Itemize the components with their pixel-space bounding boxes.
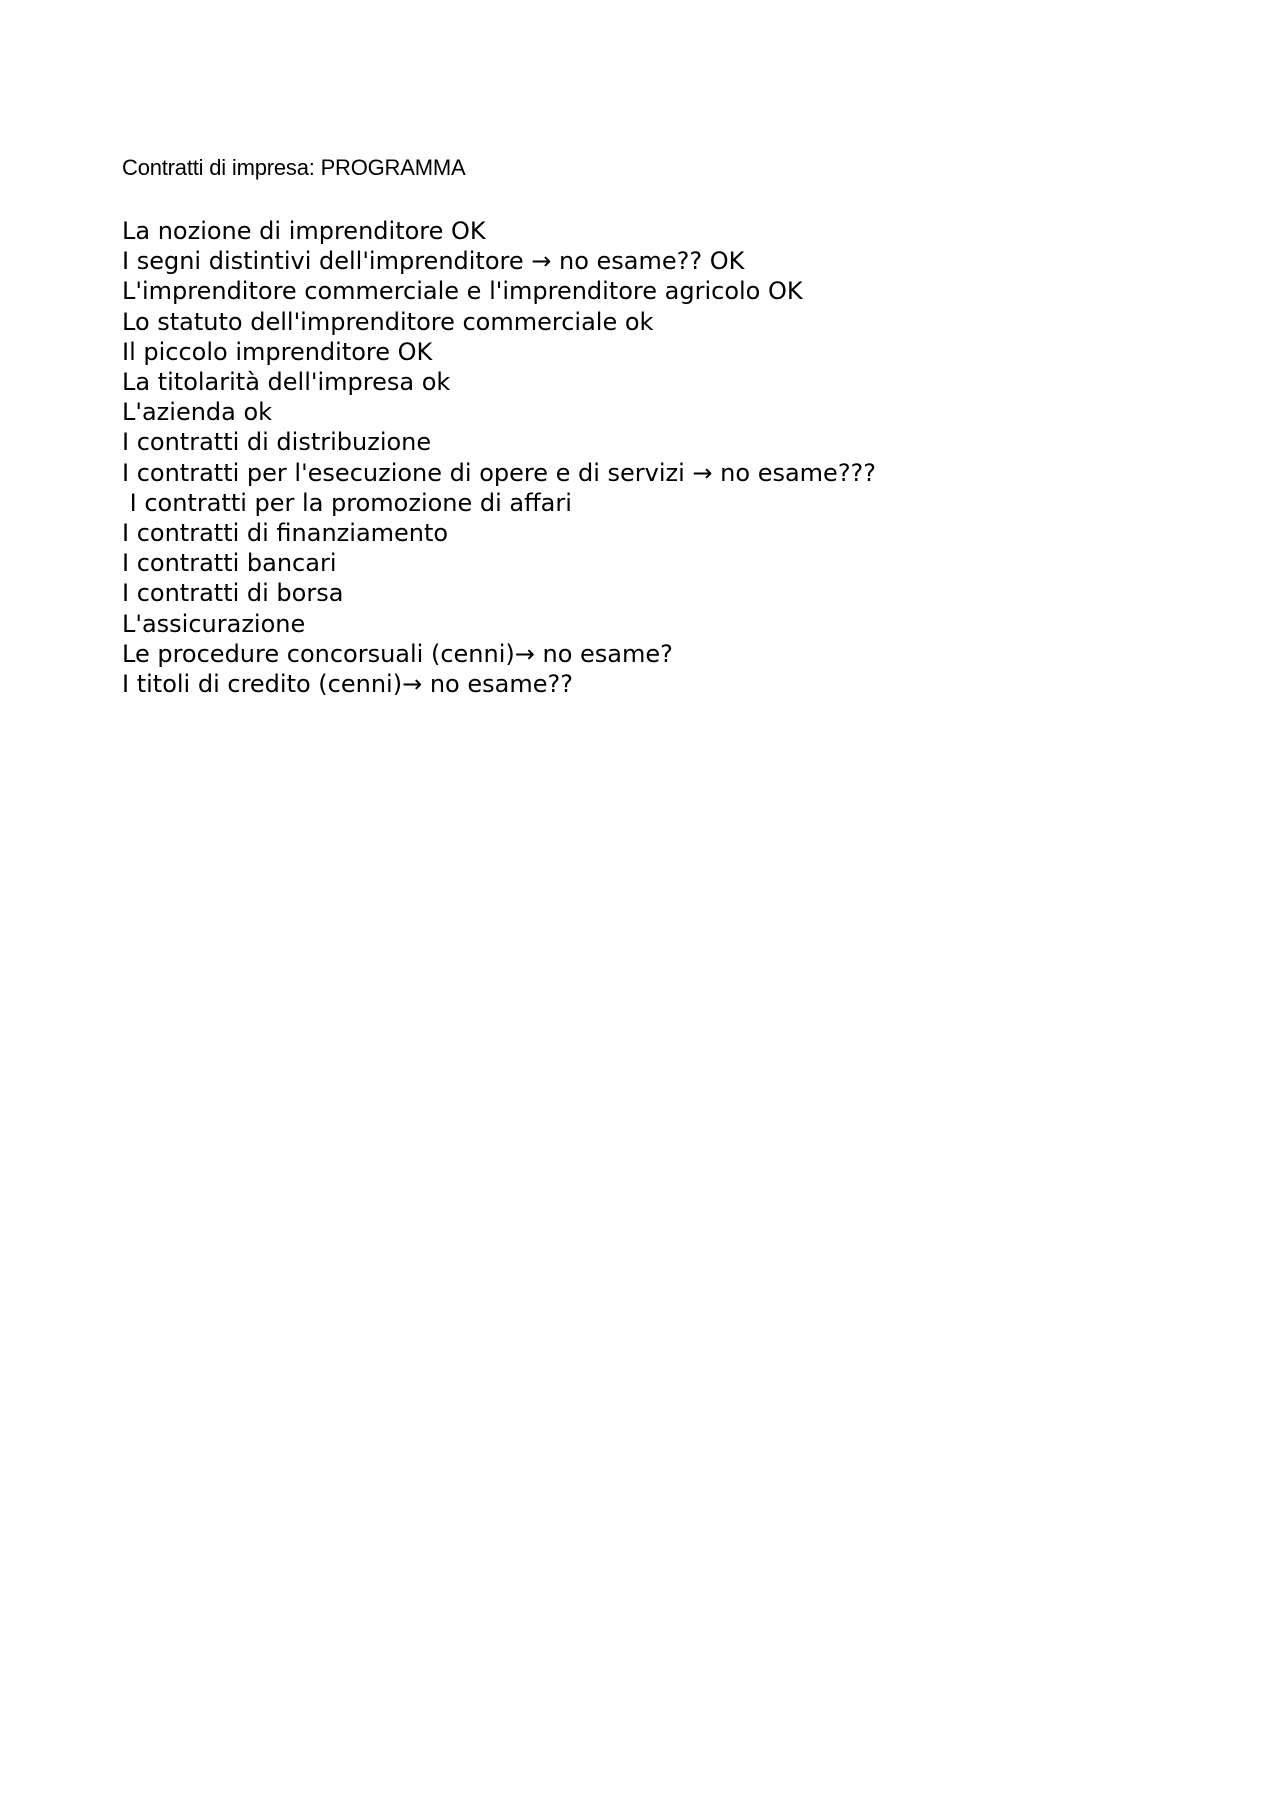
list-item: I contratti di distribuzione (122, 428, 432, 457)
list-item: L'imprenditore commerciale e l'imprenditore agricolo OK (122, 277, 803, 306)
document-title: Contratti di impresa: PROGRAMMA (122, 155, 466, 180)
list-item: I contratti per la promozione di affari (122, 488, 572, 517)
list-item: La nozione di imprenditore OK (122, 217, 486, 245)
list-item: L'azienda ok (122, 398, 273, 427)
list-item: Lo statuto dell'imprenditore commerciale ok (122, 307, 654, 336)
list-item: I segni distintivi dell'imprenditore → no esame?? OK (122, 247, 745, 276)
list-item: La titolarità dell'impresa ok (122, 368, 451, 397)
list-item: Le procedure concorsuali (cenni)→ no esame? (122, 639, 673, 668)
list-item: I contratti di finanziamento (122, 519, 449, 548)
list-item: I contratti bancari (122, 549, 337, 578)
list-item: I titoli di credito (cenni)→ no esame?? (122, 670, 573, 699)
list-item: L'assicurazione (122, 609, 306, 638)
list-item: I contratti per l'esecuzione di opere e di servizi → no esame??? (122, 458, 877, 487)
topic-list (122, 216, 876, 699)
list-item: Il piccolo imprenditore OK (122, 337, 433, 366)
list-item: I contratti di borsa (122, 579, 344, 608)
